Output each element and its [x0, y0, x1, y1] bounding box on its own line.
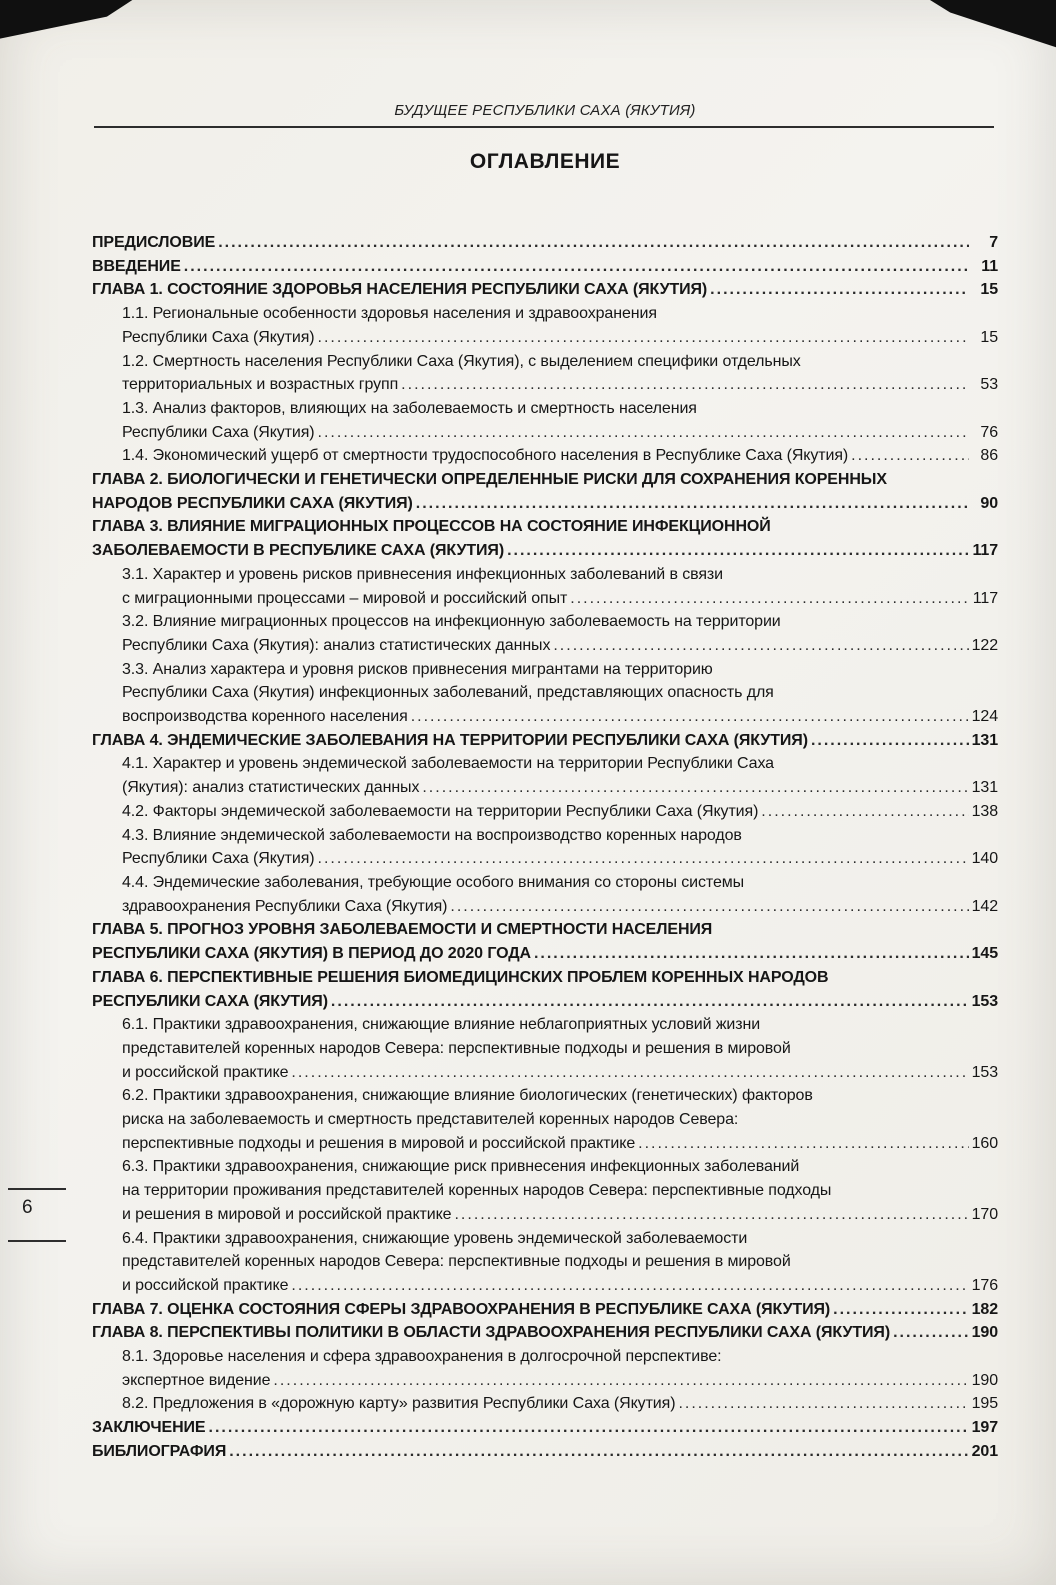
toc-entry-text: 4.4. Эндемические заболевания, требующие особого внимания со стороны системы: [122, 873, 745, 891]
header-rule: [94, 126, 994, 128]
toc-entry-line: [92, 1084, 998, 1108]
toc-entry-line: [92, 1392, 998, 1416]
toc-page-number: 15: [980, 328, 998, 346]
toc-entry: [92, 729, 998, 753]
toc-entry: [92, 918, 998, 965]
toc-entry: [92, 966, 998, 1013]
dot-leader: [401, 373, 969, 397]
toc-entry: [92, 397, 998, 444]
toc-page-number: 160: [971, 1134, 998, 1152]
toc-entry-line: [92, 1179, 998, 1203]
toc-entry-text: здравоохранения Республики Саха (Якутия): [122, 897, 448, 915]
toc-entry: [92, 1345, 998, 1392]
toc-page-number: 76: [980, 423, 998, 441]
toc-entry-text: РЕСПУБЛИКИ САХА (ЯКУТИЯ) В ПЕРИОД ДО 2020 ГОДА: [92, 945, 531, 963]
scan-artifact-top-right: [869, 0, 1056, 51]
toc-entry: [92, 231, 998, 255]
dot-leader: [209, 1416, 969, 1440]
margin-page-number-block: [8, 1188, 66, 1242]
toc-entry-text: 6.1. Практики здравоохранения, снижающие влияние неблагоприятных условий жизни: [122, 1016, 761, 1034]
dot-leader: [811, 729, 969, 753]
dot-leader: [184, 255, 969, 279]
toc-entry-line: [92, 468, 998, 492]
toc-entry-text: ГЛАВА 3. ВЛИЯНИЕ МИГРАЦИОННЫХ ПРОЦЕССОВ НА СОСТОЯНИЕ ИНФЕКЦИОННОЙ: [92, 518, 771, 536]
toc-entry-line: [92, 326, 998, 350]
toc-entry: [92, 444, 998, 468]
toc-page-number: 145: [971, 945, 998, 963]
toc-entry: [92, 1298, 998, 1322]
dot-leader: [218, 231, 969, 255]
dot-leader: [416, 492, 969, 516]
toc-entry-text: и российской практике: [122, 1276, 289, 1294]
dot-leader: [273, 1369, 968, 1393]
toc-entry: [92, 1416, 998, 1440]
toc-entry: [92, 468, 998, 515]
toc-entry: [92, 563, 998, 610]
toc-entry-line: [92, 1037, 998, 1061]
dot-leader: [833, 1298, 968, 1322]
toc-entry-text: перспективные подходы и решения в мировой и российской практике: [122, 1134, 636, 1152]
toc-entry-text: ГЛАВА 6. ПЕРСПЕКТИВНЫЕ РЕШЕНИЯ БИОМЕДИЦИНСКИХ ПРОБЛЕМ КОРЕННЫХ НАРОДОВ: [92, 968, 829, 986]
toc-page-number: 170: [971, 1205, 998, 1223]
toc-page-number: 117: [972, 589, 998, 607]
toc-page-number: 11: [981, 257, 998, 275]
toc-entry: [92, 278, 998, 302]
toc-entry: [92, 1392, 998, 1416]
toc-entry-text: ЗАБОЛЕВАЕМОСТИ В РЕСПУБЛИКЕ САХА (ЯКУТИЯ): [92, 542, 505, 560]
dot-leader: [318, 421, 969, 445]
toc-entry: [92, 871, 998, 918]
toc-entry: [92, 255, 998, 279]
dot-leader: [638, 1132, 968, 1156]
toc-entry: [92, 1013, 998, 1084]
toc-page-number: 15: [980, 281, 998, 299]
toc-entry-text: территориальных и возрастных групп: [122, 376, 399, 394]
toc-entry-text: ГЛАВА 2. БИОЛОГИЧЕСКИ И ГЕНЕТИЧЕСКИ ОПРЕДЕЛЕННЫЕ РИСКИ ДЛЯ СОХРАНЕНИЯ КОРЕННЫХ: [92, 471, 887, 489]
dot-leader: [331, 990, 969, 1014]
toc-entry-text: НАРОДОВ РЕСПУБЛИКИ САХА (ЯКУТИЯ): [92, 494, 413, 512]
toc-entry-line: [92, 658, 998, 682]
toc-entry-text: ГЛАВА 8. ПЕРСПЕКТИВЫ ПОЛИТИКИ В ОБЛАСТИ ЗДРАВООХРАНЕНИЯ РЕСПУБЛИКИ САХА (ЯКУТИЯ): [92, 1324, 891, 1342]
toc-entry-text: 3.1. Характер и уровень рисков привнесения инфекционных заболеваний в связи: [122, 565, 723, 583]
toc-entry-line: [92, 942, 998, 966]
dot-leader: [411, 705, 969, 729]
toc-page-number: 117: [972, 542, 998, 560]
toc-entry: [92, 515, 998, 562]
dot-leader: [454, 1203, 968, 1227]
dot-leader: [710, 278, 969, 302]
toc-entry-line: [92, 847, 998, 871]
toc-entry-line: [92, 397, 998, 421]
toc-entry-line: [92, 1274, 998, 1298]
toc-entry-line: [92, 1108, 998, 1132]
toc-page-number: 124: [971, 708, 998, 726]
toc-entry-text: Республики Саха (Якутия) инфекционных заболеваний, представляющих опасность для: [122, 684, 774, 702]
toc-entry-line: [92, 1440, 998, 1464]
page-title: ОГЛАВЛЕНИЕ: [469, 150, 621, 173]
toc-entry-line: [92, 1298, 998, 1322]
toc-page-number: 190: [971, 1324, 998, 1342]
dot-leader: [678, 1392, 968, 1416]
toc-entry-text: воспроизводства коренного населения: [122, 708, 408, 726]
toc-entry-text: 3.3. Анализ характера и уровня рисков привнесения мигрантами на территорию: [122, 660, 713, 678]
running-header: БУДУЩЕЕ РЕСПУБЛИКИ САХА (ЯКУТИЯ): [394, 102, 696, 119]
toc-entry-text: 6.3. Практики здравоохранения, снижающие риск привнесения инфекционных заболеваний: [122, 1158, 800, 1176]
toc-entry-line: [92, 231, 998, 255]
toc-entry-text: ПРЕДИСЛОВИЕ: [92, 234, 216, 251]
dot-leader: [534, 942, 969, 966]
toc-page-number: 142: [971, 897, 998, 915]
toc-entry-line: [92, 1013, 998, 1037]
dot-leader: [450, 895, 968, 919]
toc-entry: [92, 1321, 998, 1345]
toc-entry-text: представителей коренных народов Севера: перспективные подходы и решения в мировой: [122, 1039, 791, 1057]
toc-entry-line: [92, 966, 998, 990]
toc-page-number: 122: [971, 636, 998, 654]
dot-leader: [893, 1321, 969, 1345]
toc-page-number: 201: [971, 1442, 998, 1460]
toc-entry: [92, 1227, 998, 1298]
toc-page-number: 182: [971, 1300, 998, 1318]
toc-page-number: 131: [971, 731, 998, 749]
toc-entry-text: и решения в мировой и российской практике: [122, 1205, 452, 1223]
toc-entry-text: БИБЛИОГРАФИЯ: [92, 1442, 227, 1460]
toc-entry-line: [92, 444, 998, 468]
toc-entry: [92, 302, 998, 349]
toc-entry-line: [92, 1345, 998, 1369]
toc-page-number: 131: [971, 779, 998, 797]
toc-list: [92, 231, 998, 1464]
toc-entry-line: [92, 824, 998, 848]
toc-entry-text: 4.2. Факторы эндемической заболеваемости на территории Республики Саха (Якутия): [122, 802, 759, 820]
toc-entry: [92, 610, 998, 657]
toc-entry-line: [92, 255, 998, 279]
toc-entry-text: (Якутия): анализ статистических данных: [122, 779, 420, 797]
toc-entry-line: [92, 421, 998, 445]
toc-entry-line: [92, 752, 998, 776]
toc-entry-line: [92, 895, 998, 919]
scan-artifact-top-left: [0, 0, 154, 41]
toc-entry-text: Республики Саха (Якутия): [122, 328, 315, 346]
toc-page-number: 195: [971, 1395, 998, 1413]
toc-entry-line: [92, 1203, 998, 1227]
toc-entry: [92, 1155, 998, 1226]
toc-entry-line: [92, 681, 998, 705]
toc-entry-text: 4.1. Характер и уровень эндемической заболеваемости на территории Республики Саха: [122, 755, 774, 773]
toc-entry-line: [92, 1250, 998, 1274]
toc-page-number: 197: [971, 1419, 998, 1437]
dot-leader: [318, 326, 969, 350]
toc-entry-text: 1.1. Региональные особенности здоровья населения и здравоохранения: [122, 305, 657, 323]
toc-entry-line: [92, 278, 998, 302]
toc-entry-line: [92, 871, 998, 895]
dot-leader: [229, 1440, 968, 1464]
toc-entry-line: [92, 1416, 998, 1440]
toc-entry-line: [92, 729, 998, 753]
toc-page-number: 138: [971, 802, 998, 820]
toc-entry-line: [92, 587, 998, 611]
toc-entry-line: [92, 563, 998, 587]
toc-entry-text: ВВЕДЕНИЕ: [92, 257, 181, 275]
toc-entry-text: ГЛАВА 5. ПРОГНОЗ УРОВНЯ ЗАБОЛЕВАЕМОСТИ И СМЕРТНОСТИ НАСЕЛЕНИЯ: [92, 921, 713, 939]
toc-entry-line: [92, 705, 998, 729]
toc-entry: [92, 824, 998, 871]
dot-leader: [507, 539, 969, 563]
toc-page-number: 86: [980, 447, 998, 465]
toc-entry-line: [92, 990, 998, 1014]
toc-page-number: 153: [971, 1063, 998, 1081]
dot-leader: [851, 444, 969, 468]
toc-entry-line: [92, 373, 998, 397]
dot-leader: [761, 800, 968, 824]
toc-entry-text: ГЛАВА 4. ЭНДЕМИЧЕСКИЕ ЗАБОЛЕВАНИЯ НА ТЕРРИТОРИИ РЕСПУБЛИКИ САХА (ЯКУТИЯ): [92, 731, 808, 749]
toc-entry-text: 8.2. Предложения в «дорожную карту» развития Республики Саха (Якутия): [122, 1395, 676, 1413]
toc-entry-line: [92, 800, 998, 824]
toc-entry-line: [92, 610, 998, 634]
toc-entry-text: ЗАКЛЮЧЕНИЕ: [92, 1419, 206, 1437]
toc-entry: [92, 800, 998, 824]
toc-entry-text: с миграционными процессами – мировой и российский опыт: [122, 589, 568, 607]
toc-entry-text: и российской практике: [122, 1063, 289, 1081]
toc-entry-line: [92, 1227, 998, 1251]
dot-leader: [422, 776, 968, 800]
toc-entry: [92, 658, 998, 729]
toc-entry-text: ГЛАВА 1. СОСТОЯНИЕ ЗДОРОВЬЯ НАСЕЛЕНИЯ РЕСПУБЛИКИ САХА (ЯКУТИЯ): [92, 281, 708, 299]
folio-number: 6: [22, 1197, 33, 1218]
dot-leader: [570, 587, 969, 611]
toc-page-number: 176: [971, 1276, 998, 1294]
toc-page-number: 7: [989, 234, 998, 251]
toc-entry-text: Республики Саха (Якутия): [122, 423, 315, 441]
toc-entry: [92, 1440, 998, 1464]
toc-entry-line: [92, 1061, 998, 1085]
toc-entry-text: 6.2. Практики здравоохранения, снижающие влияние биологических (генетических) факторов: [122, 1087, 813, 1105]
toc-entry-line: [92, 350, 998, 374]
toc-page-number: 153: [971, 992, 998, 1010]
toc-entry-text: представителей коренных народов Севера: перспективные подходы и решения в мировой: [122, 1253, 791, 1271]
toc-entry-line: [92, 492, 998, 516]
toc-entry-text: на территории проживания представителей коренных народов Севера: перспективные подходы: [122, 1182, 832, 1200]
toc-entry-text: ГЛАВА 7. ОЦЕНКА СОСТОЯНИЯ СФЕРЫ ЗДРАВООХРАНЕНИЯ В РЕСПУБЛИКЕ САХА (ЯКУТИЯ): [92, 1300, 831, 1318]
toc-entry: [92, 1084, 998, 1155]
toc-entry-line: [92, 1369, 998, 1393]
toc-entry-text: 6.4. Практики здравоохранения, снижающие уровень эндемической заболеваемости: [122, 1229, 748, 1247]
toc-entry-text: 3.2. Влияние миграционных процессов на инфекционную заболеваемость на территории: [122, 613, 781, 631]
toc-entry-text: 1.2. Смертность населения Республики Саха (Якутия), с выделением специфики отдельных: [122, 352, 801, 370]
toc-entry-line: [92, 1155, 998, 1179]
toc-page-number: 140: [971, 850, 998, 868]
toc-entry-text: экспертное видение: [122, 1371, 271, 1389]
toc-entry-text: Республики Саха (Якутия): анализ статистических данных: [122, 636, 551, 654]
toc-page-number: 190: [971, 1371, 998, 1389]
toc-entry: [92, 350, 998, 397]
toc-entry-line: [92, 1321, 998, 1345]
toc-entry-line: [92, 539, 998, 563]
toc-entry-line: [92, 515, 998, 539]
toc-entry-text: 4.3. Влияние эндемической заболеваемости на воспроизводство коренных народов: [122, 826, 742, 844]
toc-entry-line: [92, 302, 998, 326]
dot-leader: [553, 634, 968, 658]
toc-entry-text: 1.4. Экономический ущерб от смертности трудоспособного населения в Республике Саха (Якутия): [122, 447, 849, 465]
toc-entry-text: риска на заболеваемость и смертность представителей коренных народов Севера:: [122, 1111, 739, 1129]
toc-entry-line: [92, 1132, 998, 1156]
toc-entry-text: 8.1. Здоровье населения и сфера здравоохранения в долгосрочной перспективе:: [122, 1348, 722, 1366]
dot-leader: [291, 1061, 968, 1085]
dot-leader: [318, 847, 969, 871]
toc-entry-text: Республики Саха (Якутия): [122, 850, 315, 868]
toc-entry-text: РЕСПУБЛИКИ САХА (ЯКУТИЯ): [92, 992, 328, 1010]
toc-entry-line: [92, 776, 998, 800]
toc-entry-text: 1.3. Анализ факторов, влияющих на заболеваемость и смертность населения: [122, 399, 697, 417]
toc-entry-line: [92, 634, 998, 658]
toc-page-number: 53: [980, 376, 998, 394]
toc-entry: [92, 752, 998, 799]
toc-entry-line: [92, 918, 998, 942]
dot-leader: [291, 1274, 968, 1298]
toc-page-number: 90: [980, 494, 998, 512]
